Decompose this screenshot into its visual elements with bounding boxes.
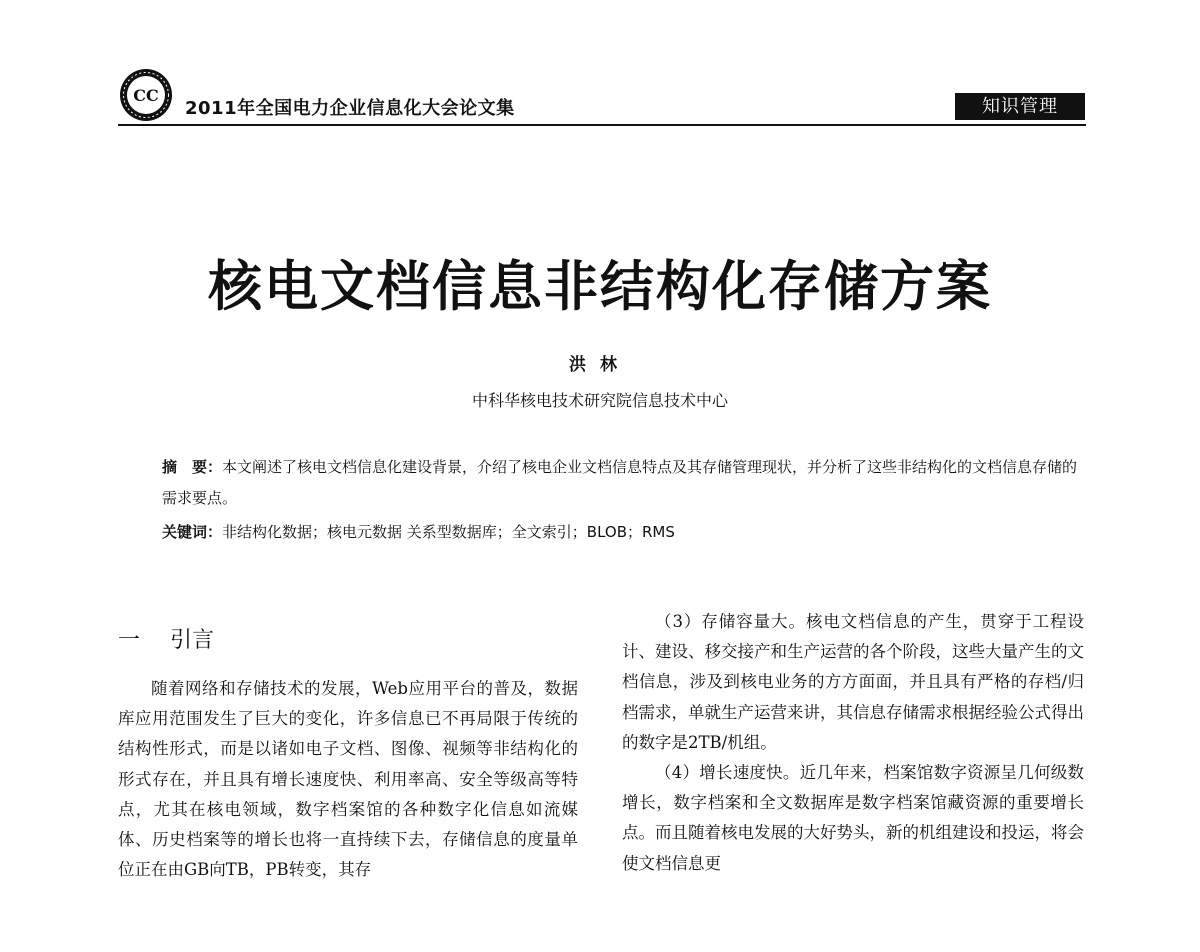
logo-letters: CC [133, 86, 159, 105]
abstract [162, 452, 1090, 514]
left-column [118, 674, 578, 885]
body-paragraph: （4）增长速度快。近几年来，档案馆数字资源呈几何级数增长，数字档案和全文数据库是数字档案馆藏资源的重要增长点。而且随着核电发展的大好势头，新的机组建设和投运，将会使文档信息更 [622, 763, 1084, 873]
paper-title: 核电文档信息非结构化存储方案 [208, 254, 992, 318]
section-number: 一 [118, 628, 141, 653]
keywords-text: 非结构化数据；核电元数据 关系型数据库；全文索引；BLOB；RMS [222, 523, 675, 541]
section-heading [118, 623, 214, 654]
abstract-label: 摘 要： [162, 458, 223, 476]
author-name: 洪林 [569, 355, 631, 375]
author-affiliation: 中科华核电技术研究院信息技术中心 [471, 391, 728, 410]
proceedings-title: 2011年全国电力企业信息化大会论文集 [185, 98, 515, 119]
section-title: 引言 [170, 628, 215, 653]
keywords [162, 518, 1090, 546]
body-paragraph: 随着网络和存储技术的发展，Web应用平台的普及，数据库应用范围发生了巨大的变化，许多信息已不再局限于传统的结构性形式，而是以诸如电子文档、图像、视频等非结构化的形式存在，并且具有增长速度快、利用率高、安全等级高等特点，尤其在核电领域，数字档案馆的各种数字化信息如流媒体、历史档案等的增长也将一直持续下去，存储信息的度量单位正在由GB向TB，PB转变，其存 [118, 679, 578, 880]
right-column [622, 607, 1084, 879]
conference-logo [118, 67, 174, 123]
body-paragraph: （3）存储容量大。核电文档信息的产生，贯穿于工程设计、建设、移交接产和生产运营的各个阶段，这些大量产生的文档信息，涉及到核电业务的方方面面，并且具有严格的存档/归档需求，单就生产运营来讲，其信息存储需求根据经验公式得出的数字是2TB/机组。 [622, 612, 1084, 752]
header-rule [118, 124, 1086, 126]
abstract-text: 本文阐述了核电文档信息化建设背景，介绍了核电企业文档信息特点及其存储管理现状，并分析了这些非结构化的文档信息存储的需求要点。 [162, 458, 1078, 507]
keywords-label: 关键词： [162, 523, 223, 541]
section-badge: 知识管理 [955, 93, 1085, 120]
